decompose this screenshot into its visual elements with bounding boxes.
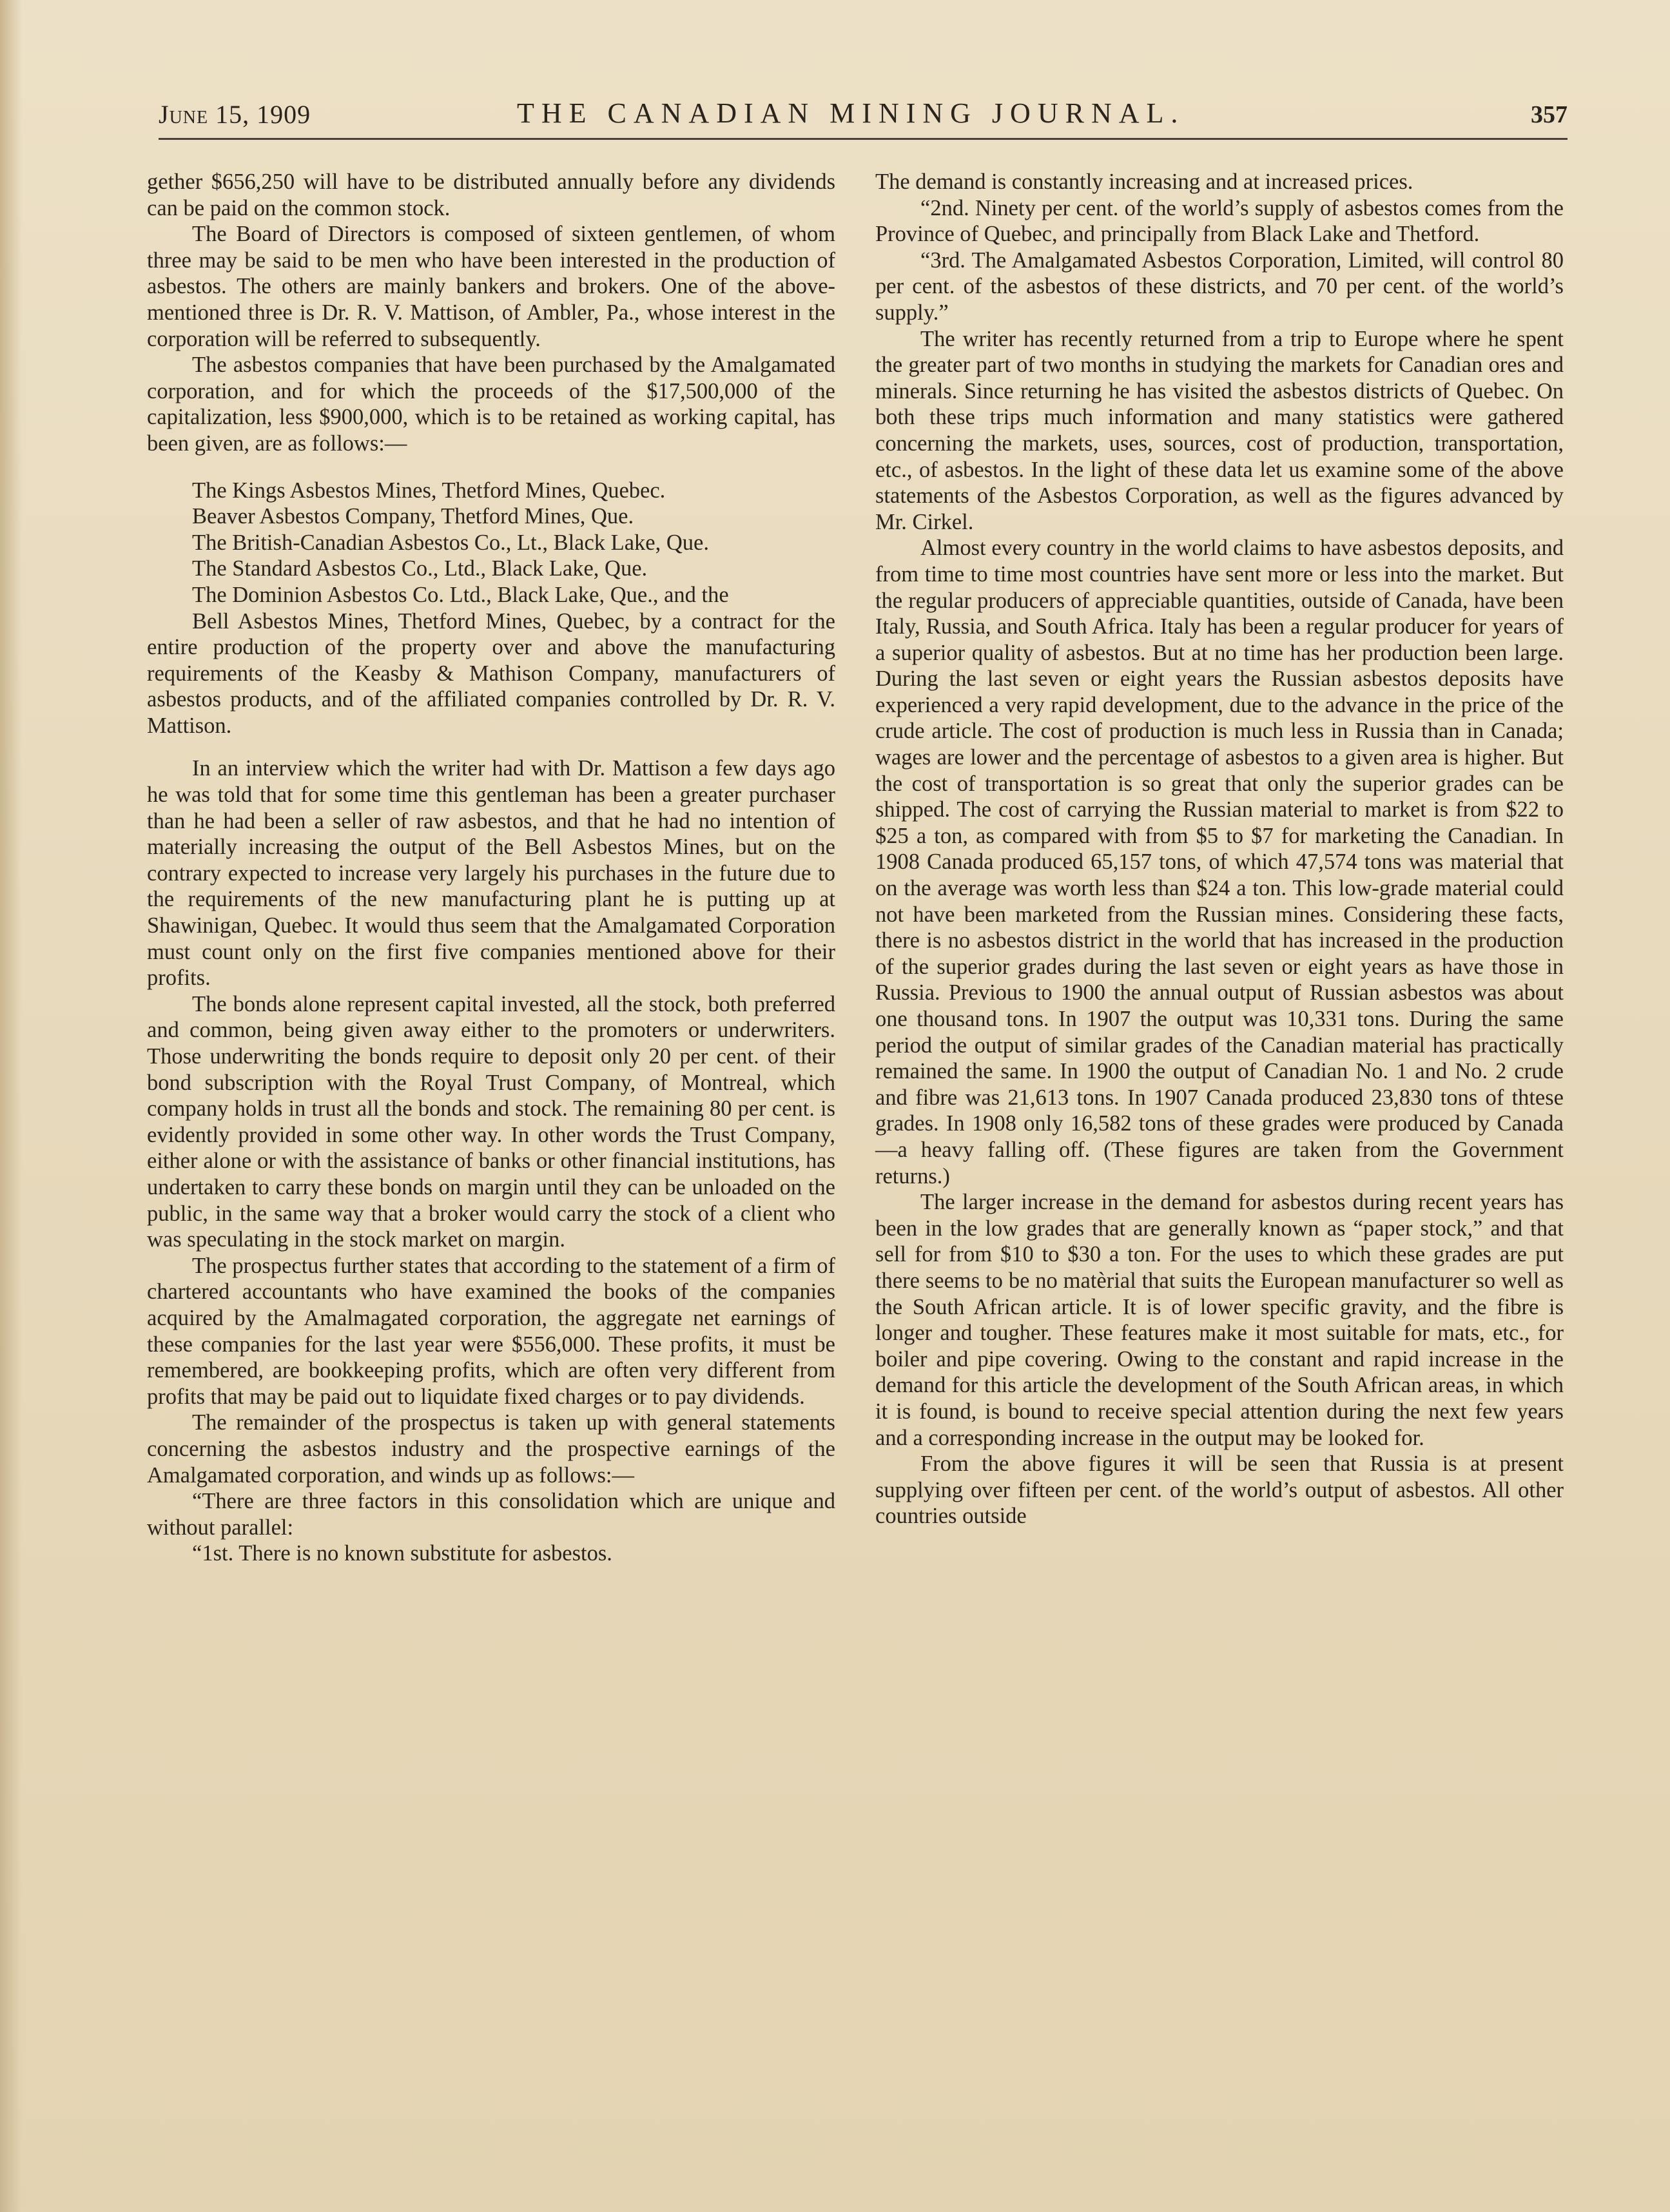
paragraph: The bonds alone represent capital invested, all the stock, both preferred and common, being given away either to the promoters or underwriters. Those underwriting the bonds require to deposit only 20 per cent. of their bond subscription with the Royal Trust Company, of Montreal, which company holds in trust all the bonds and stock. The remaining 80 per cent. is evidently provided in some other way. In other words the Trust Company, either alone or with the assistance of banks or other financial institutions, has undertaken to carry these bonds on margin until they can be unloaded on the public, in the same way that a broker would carry the stock of a client who was speculating in the stock market on margin. [147,991,835,1252]
paragraph: The prospectus further states that according to the statement of a firm of chartered accountants who have examined the books of the companies acquired by the Amalmagated corporation, the aggregate net earnings of these companies for the last year were $556,000. These profits, it must be remembered, are bookkeeping profits, which are often very different from profits that may be paid out to liquidate fixed charges or to pay dividends. [147,1253,835,1409]
left-column [147,169,835,1567]
paragraph: From the above figures it will be seen that Russia is at present supplying over fifteen per cent. of the world’s output of asbestos. All other countries outside [875,1451,1564,1529]
paragraph: gether $656,250 will have to be distributed annually before any dividends can be paid on the common stock. [147,170,835,220]
quote-paragraph: “1st. There is no known substitute for asbestos. [192,1541,612,1566]
paragraph: In an interview which the writer had with Dr. Mattison a few days ago he was told that for some time this gentleman has been a greater purchaser than he had been a seller of raw asbestos, and that he had no intention of materially increasing the output of the Bell Asbestos Mines, but on the contrary expected to increase very largely his purchases in the future due to the requirements of the new manufacturing plant he is putting up at Shawinigan, Quebec. It would thus seem that the Amalgamated Corporation must count only on the first five companies mentioned above for their profits. [147,756,835,991]
spacer [147,457,835,478]
quote-paragraph: “2nd. Ninety per cent. of the world’s supply of asbestos comes from the Province of Quebec, and principally from Black Lake and Thetford. [875,195,1564,247]
company-list-item: The Kings Asbestos Mines, Thetford Mines, Quebec. [192,478,666,503]
page-number: 357 [1531,101,1568,128]
paragraph: The writer has recently returned from a trip to Europe where he spent the greater part of two months in studying the markets for Canadian ores and minerals. Since returning he has visited the asbestos districts of Quebec. On both these trips much information and many statistics were gathered concerning the markets, uses, sources, cost of production, transportation, etc., of asbestos. In the light of these data let us examine some of the above statements of the Asbestos Corporation, as well as the figures advanced by Mr. Cirkel. [875,326,1564,534]
paragraph: The larger increase in the demand for asbestos during recent years has been in the low grades that are generally known as “paper stock,” and that sell for from $10 to $30 a ton. For the uses to which these grades are put there seems to be no matèrial that suits the European manufacturer so well as the South African article. It is of lower specific gravity, and the fibre is longer and tougher. These features make it most suitable for mats, etc., for boiler and pipe covering. Owing to the constant and rapid increase in the demand for this article the development of the South African areas, in which it is found, is bound to receive special attention during the next few years and a corresponding increase in the output may be looked for. [875,1190,1564,1450]
paragraph: The demand is constantly increasing and at increased prices. [875,170,1413,194]
right-column [875,169,1564,1529]
company-list-item: The British-Canadian Asbestos Co., Lt., Black Lake, Que. [192,530,709,555]
company-list-item: Bell Asbestos Mines, Thetford Mines, Quebec, by a contract for the entire production of the property over and above the manufacturing requirements of the Keasby & Mathison Company, manufacturers of asbestos products, and of the affiliated companies controlled by Dr. R. V. Mattison. [147,608,835,738]
header-rule [159,138,1568,140]
quote-paragraph: “There are three factors in this consolidation which are unique and without parallel: [147,1489,835,1540]
journal-title: THE CANADIAN MINING JOURNAL. [517,97,1185,129]
quote-paragraph: “3rd. The Amalgamated Asbestos Corporation, Limited, will control 80 per cent. of the asbestos of these districts, and 70 per cent. of the world’s supply.” [875,247,1564,325]
company-list-item: Beaver Asbestos Company, Thetford Mines, Que. [192,504,634,529]
header-date: June 15, 1909 [159,100,311,129]
paragraph: The Board of Directors is composed of sixteen gentlemen, of whom three may be said to be men who have been interested in the production of asbestos. The others are mainly bankers and brokers. One of the above-mentioned three is Dr. R. V. Mattison, of Ambler, Pa., whose interest in the corporation will be referred to subsequently. [147,222,835,351]
running-header [159,97,1568,135]
paragraph: The remainder of the prospectus is taken up with general statements concerning the asbestos industry and the prospective earnings of the Amalgamated corporation, and winds up as follows:— [147,1410,835,1488]
paragraph: Almost every country in the world claims to have asbestos deposits, and from time to time most countries have sent more or less into the market. But the regular producers of appreciable quantities, outside of Canada, have been Italy, Russia, and South Africa. Italy has been a regular producer for years of a superior quality of asbestos. But at no time has her production been large. During the last seven or eight years the Russian asbestos deposits have experienced a very rapid development, due to the advance in the price of the crude article. The cost of production is much less in Russia than in Canada; wages are lower and the percentage of asbestos to a given area is higher. But the cost of transportation is so great that only the superior grades can be shipped. The cost of carrying the Russian material to market is from $22 to $25 a ton, as compared with from $5 to $7 for marketing the Canadian. In 1908 Canada produced 65,157 tons, of which 47,574 tons was material that on the average was worth less than $24 a ton. This low-grade material could not have been marketed from the Russian mines. Considering these facts, there is no asbestos district in the world that has increased in the production of the superior grades during the last seven or eight years as have those in Russia. Previous to 1900 the annual output of Russian asbestos was about one thousand tons. In 1907 the output was 10,331 tons. During the same period the output of similar grades of the Canadian material has practically remained the same. In 1900 the output of Canadian No. 1 and No. 2 crude and fibre was 21,613 tons. In 1907 Canada produced 23,830 tons of thtese grades. In 1908 only 16,582 tons of these grades were produced by Canada—a heavy falling off. (These figures are taken from the Government returns.) [875,536,1564,1188]
company-list-item: The Dominion Asbestos Co. Ltd., Black Lake, Que., and the [192,582,729,607]
company-list-item: The Standard Asbestos Co., Ltd., Black Lake, Que. [192,556,648,581]
page-binding-shadow [0,0,22,2212]
paragraph: The asbestos companies that have been purchased by the Amalgamated corporation, and for which the proceeds of the $17,500,000 of the capitalization, less $900,000, which is to be retained as working capital, has been given, are as follows:— [147,353,835,456]
